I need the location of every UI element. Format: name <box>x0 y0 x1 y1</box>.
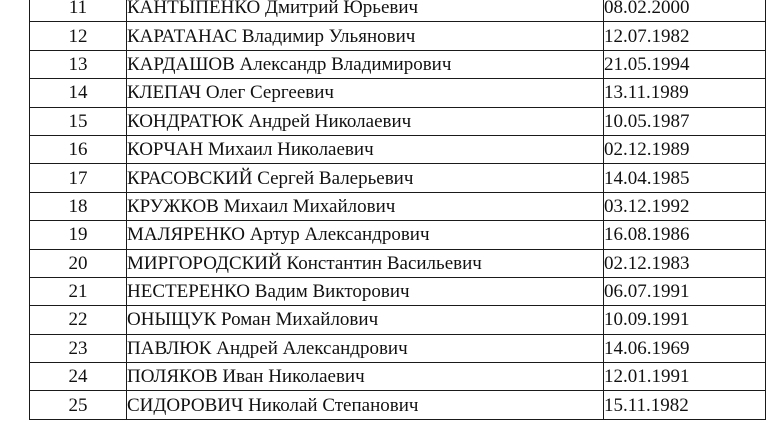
row-number: 11 <box>30 0 127 22</box>
person-name: КЛЕПАЧ Олег Сергеевич <box>127 79 604 107</box>
person-name: НЕСТЕРЕНКО Вадим Викторович <box>127 277 604 305</box>
row-number: 21 <box>30 277 127 305</box>
birth-date: 14.04.1985 <box>604 164 766 192</box>
birth-date: 10.05.1987 <box>604 107 766 135</box>
table-row <box>30 192 766 220</box>
row-number: 13 <box>30 50 127 78</box>
row-number: 23 <box>30 334 127 362</box>
birth-date: 13.11.1989 <box>604 79 766 107</box>
table-row <box>30 107 766 135</box>
row-number: 14 <box>30 79 127 107</box>
table-row <box>30 249 766 277</box>
person-name: КАРДАШОВ Александр Владимирович <box>127 50 604 78</box>
row-number: 24 <box>30 363 127 391</box>
row-number: 20 <box>30 249 127 277</box>
birth-date: 02.12.1983 <box>604 249 766 277</box>
table-row <box>30 277 766 305</box>
personnel-table <box>29 0 766 420</box>
table-row <box>30 306 766 334</box>
birth-date: 08.02.2000 <box>604 0 766 22</box>
person-name: КАРАТАНАС Владимир Ульянович <box>127 22 604 50</box>
person-name: КРАСОВСКИЙ Сергей Валерьевич <box>127 164 604 192</box>
person-name: МИРГОРОДСКИЙ Константин Васильевич <box>127 249 604 277</box>
person-name: КОНДРАТЮК Андрей Николаевич <box>127 107 604 135</box>
birth-date: 10.09.1991 <box>604 306 766 334</box>
birth-date: 03.12.1992 <box>604 192 766 220</box>
row-number: 17 <box>30 164 127 192</box>
table-row <box>30 221 766 249</box>
row-number: 18 <box>30 192 127 220</box>
row-number: 16 <box>30 135 127 163</box>
birth-date: 12.07.1982 <box>604 22 766 50</box>
row-number: 22 <box>30 306 127 334</box>
birth-date: 21.05.1994 <box>604 50 766 78</box>
birth-date: 02.12.1989 <box>604 135 766 163</box>
birth-date: 14.06.1969 <box>604 334 766 362</box>
person-name: ОНЫЩУК Роман Михайлович <box>127 306 604 334</box>
table-row <box>30 0 766 22</box>
person-name: КРУЖКОВ Михаил Михайлович <box>127 192 604 220</box>
row-number: 12 <box>30 22 127 50</box>
person-name: ПАВЛЮК Андрей Александрович <box>127 334 604 362</box>
table-row <box>30 164 766 192</box>
birth-date: 16.08.1986 <box>604 221 766 249</box>
row-number: 25 <box>30 391 127 419</box>
birth-date: 15.11.1982 <box>604 391 766 419</box>
person-name: СИДОРОВИЧ Николай Степанович <box>127 391 604 419</box>
table-row <box>30 79 766 107</box>
table-row <box>30 135 766 163</box>
row-number: 19 <box>30 221 127 249</box>
birth-date: 12.01.1991 <box>604 363 766 391</box>
birth-date: 06.07.1991 <box>604 277 766 305</box>
person-name: КАНТЫПЕНКО Дмитрий Юрьевич <box>127 0 604 22</box>
person-name: МАЛЯРЕНКО Артур Александрович <box>127 221 604 249</box>
person-name: ПОЛЯКОВ Иван Николаевич <box>127 363 604 391</box>
person-name: КОРЧАН Михаил Николаевич <box>127 135 604 163</box>
table-row <box>30 363 766 391</box>
table-row <box>30 391 766 419</box>
table-row <box>30 22 766 50</box>
table-row <box>30 334 766 362</box>
table-row <box>30 50 766 78</box>
row-number: 15 <box>30 107 127 135</box>
